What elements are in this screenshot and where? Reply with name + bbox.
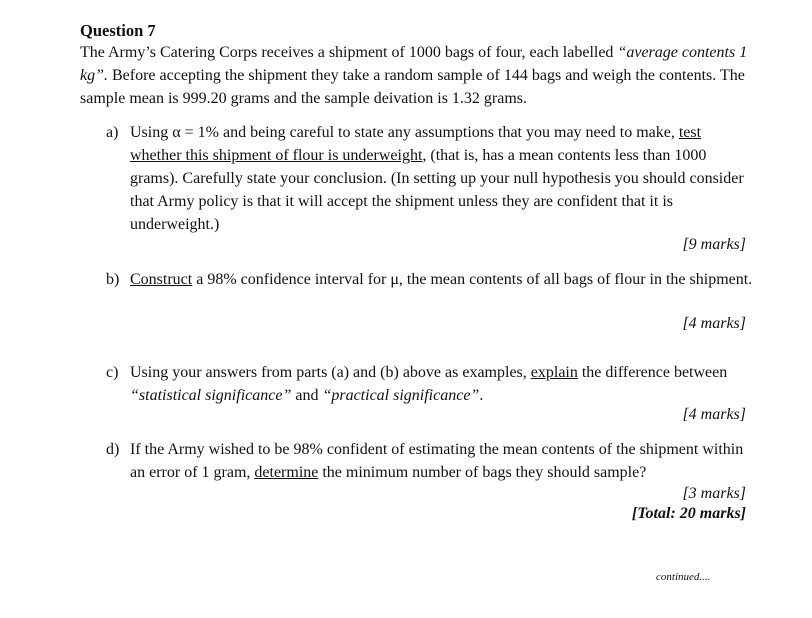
part-a-label: a) xyxy=(106,124,119,141)
part-d-text: If the Army wished to be 98% confident of estimating the mean contents of the shipment within an error of 1 gram, determine the minimum number of bags they should sample? xyxy=(130,441,744,481)
total-marks: [Total: 20 marks] xyxy=(631,505,746,522)
part-d-label: d) xyxy=(106,441,120,458)
part-c-label: c) xyxy=(106,364,119,381)
intro-label-quote: “average contents 1 kg”. xyxy=(80,44,748,84)
part-c-marks: [4 marks] xyxy=(682,406,746,423)
intro-text-1: The Army’s Catering Corps receives a shipment of 1000 bags of four, each labelled xyxy=(80,44,618,61)
part-a-underlined: test whether this shipment of flour is underweight xyxy=(130,124,702,164)
part-b-underlined: Construct xyxy=(130,271,193,288)
part-a-text: Using α = 1% and being careful to state any assumptions that you may need to make, test whether this shipment of flour is underweight, (that is, has a mean contents less than 1000 grams). Carefully state your conclusion. (In setting up your null hypothesis you should consider that Army policy is that it will accept the shipment unless they are confident that it is underweight.) xyxy=(130,124,744,233)
part-b-label: b) xyxy=(106,271,120,288)
part-c-underlined: explain xyxy=(530,364,578,381)
part-a xyxy=(106,121,756,236)
part-c xyxy=(106,361,756,407)
part-d xyxy=(106,438,756,484)
question-intro xyxy=(80,41,760,110)
continued-note: continued.... xyxy=(656,571,711,583)
intro-text-2: Before accepting the shipment they take a random sample of 144 bags and weigh the contents. The sample mean is 999.20 grams and the sample deivation is 1.32 grams. xyxy=(80,67,745,107)
part-c-text: Using your answers from parts (a) and (b) above as examples, explain the difference between “statistical significance” and “practical significance”. xyxy=(130,364,728,404)
part-b-text: Construct a 98% confidence interval for μ, the mean contents of all bags of flour in the shipment. xyxy=(130,271,753,288)
part-d-marks: [3 marks] xyxy=(682,485,746,502)
part-b-marks: [4 marks] xyxy=(682,315,746,332)
part-d-underlined: determine xyxy=(254,464,319,481)
part-a-marks: [9 marks] xyxy=(682,236,746,253)
part-b xyxy=(106,268,756,291)
question-title: Question 7 xyxy=(80,21,156,40)
